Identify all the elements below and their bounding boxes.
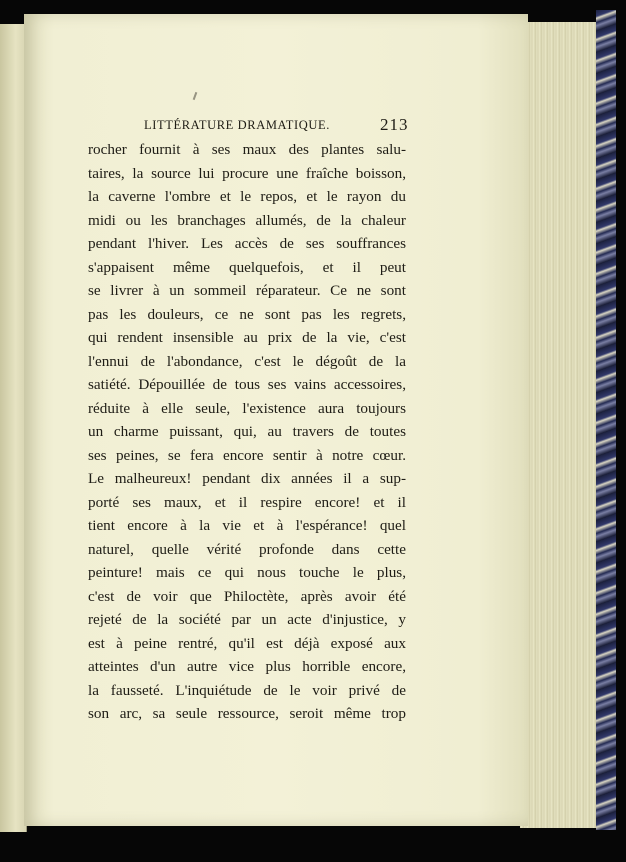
text-line: taires, la source lui procure une fraîche boisson,: [88, 164, 406, 182]
text-line: tient encore à la vie et à l'espérance! quel: [88, 517, 406, 534]
text-line: est à peine rentré, qu'il est déjà exposé aux: [88, 634, 406, 652]
text-line: se livrer à un sommeil réparateur. Ce ne sont: [88, 282, 406, 299]
text-line: naturel, quelle vérité profonde dans cette: [88, 540, 406, 558]
text-line: satiété. Dépouillée de tous ses vains accessoires,: [88, 376, 406, 393]
text-line: pas les douleurs, ce ne sont pas les regrets,: [88, 305, 406, 323]
text-line: midi ou les branchages allumés, de la chaleur: [88, 211, 406, 229]
text-line: ses peines, se fera encore sentir à notre cœur.: [88, 446, 406, 464]
page-block-edges: [520, 22, 604, 828]
text-line: pendant l'hiver. Les accès de ses souffrances: [88, 235, 406, 252]
text-line: l'ennui de l'abondance, c'est le dégoût de la: [88, 352, 406, 370]
text-line: réduite à elle seule, l'existence aura toujours: [88, 399, 406, 417]
text-line: qui rendent insensible au prix de la vie, c'est: [88, 329, 406, 346]
body-text: [88, 138, 406, 726]
page-number: 213: [380, 115, 409, 134]
text-line: peinture! mais ce qui nous touche le plus,: [88, 564, 406, 581]
text-line: porté ses maux, et il respire encore! et il: [88, 493, 406, 511]
marbled-cover: [596, 10, 616, 830]
text-line: un charme puissant, qui, au travers de toutes: [88, 423, 406, 440]
text-line: c'est de voir que Philoctète, après avoir été: [88, 587, 406, 605]
text-line: rocher fournit à ses maux des plantes salu-: [88, 141, 406, 158]
facing-page-edge: [0, 24, 27, 832]
text-line: atteintes d'un autre vice plus horrible encore,: [88, 658, 406, 675]
running-title: LITTÉRATURE DRAMATIQUE.: [144, 118, 331, 132]
text-line: Le malheureux! pendant dix années il a sup-: [88, 470, 406, 487]
text-line: s'appaisent même quelquefois, et il peut: [88, 258, 406, 276]
text-line: la fausseté. L'inquiétude de le voir privé de: [88, 681, 406, 699]
text-line: la caverne l'ombre et le repos, et le rayon du: [88, 188, 406, 205]
text-line: son arc, sa seule ressource, seroit même trop: [88, 705, 406, 722]
text-line: rejeté de la société par un acte d'injustice, y: [88, 611, 406, 628]
